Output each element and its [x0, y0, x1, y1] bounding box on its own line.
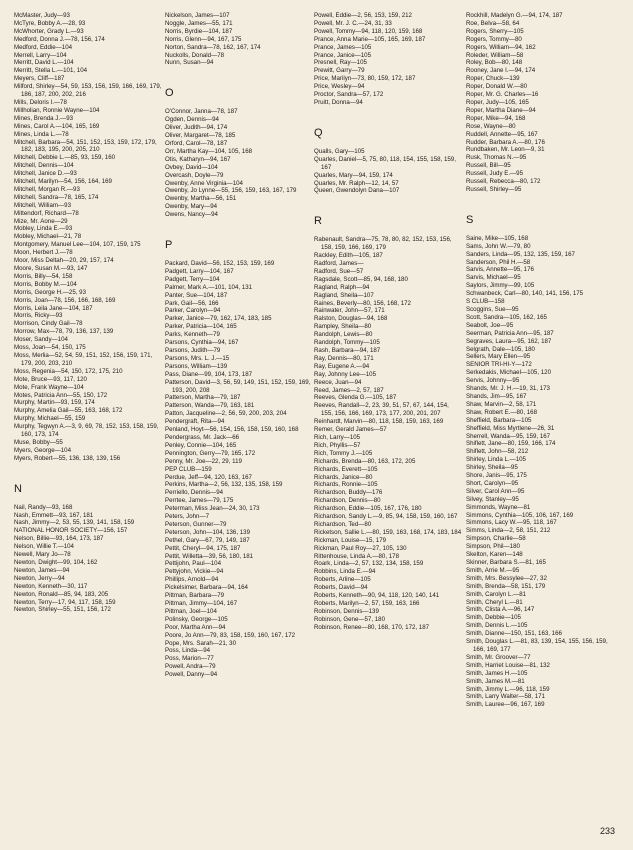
- index-entry: Poss, Linda—94: [165, 647, 211, 655]
- index-entry: Polinsky, George—105: [165, 615, 228, 623]
- index-entry: Patterson, Wanda—79, 163, 181: [165, 402, 255, 410]
- index-entry: McMaster, Judy—93: [14, 12, 70, 19]
- index-entry: Otis, Katharyn—94, 167: [165, 155, 231, 163]
- index-entry: Pettyjohn, Vickie—94: [165, 568, 224, 576]
- index-entry: Russell, Rebecca—80, 172: [466, 178, 541, 186]
- index-entry: Ray, Eugene A.—94: [314, 362, 370, 370]
- index-entry: Simmons, Lacy W.—95, 118, 167: [466, 519, 557, 527]
- index-entry: Ralston, Douglas—94, 168: [314, 315, 388, 323]
- index-entry: Morris, Leila Jane—104, 187: [14, 304, 93, 312]
- index-entry: Palmer, Mark A.—101, 104, 131: [165, 283, 253, 291]
- index-entry: Roper, Martha Diane—94: [466, 106, 536, 114]
- index-entry: Owenby, Jo Lynne—55, 156, 159, 163, 167, 179: [165, 187, 297, 195]
- index-entry: Smith, Douglas L.—81, 83, 139, 154, 155, 156, 159, 166, 169, 177: [466, 638, 608, 653]
- index-entry: Smith, Mrs. Bessylee—27, 32: [466, 574, 547, 582]
- index-entry: Orford, Carol—78, 187: [165, 139, 228, 147]
- index-entry: Ovbey, David—104: [165, 163, 218, 171]
- index-entry: Morris, Bobby M.—104: [14, 280, 77, 288]
- index-entry: Morris, Billy—54, 158: [14, 272, 73, 280]
- index-entry: Robinson, Gene—57, 180: [314, 615, 386, 623]
- index-entry: Silver, Carol Ann—95: [466, 487, 525, 495]
- index-entry: Powell, Mr. J. C.—24, 31, 33: [314, 19, 392, 27]
- index-entry: McWhorter, Grady L.—93: [14, 27, 84, 35]
- index-entry: Moor, Miss Deltah—20, 29, 157, 174: [14, 257, 114, 265]
- index-entry: Pickelsimer, Barbara—94, 164: [165, 584, 248, 592]
- index-entry: Newell, Mary Jo—78: [14, 551, 71, 559]
- index-entry: Penland, Hoyt—56, 154, 156, 158, 159, 160, 168: [165, 426, 299, 434]
- index-entry: Mills, Deloris I.—78: [14, 98, 67, 106]
- index-entry: Skelton, Karen—148: [466, 551, 523, 559]
- index-entry: Servis, Johnny—95: [466, 377, 520, 385]
- index-entry: Sanderson, Phil H.—58: [466, 258, 531, 266]
- index-entry: Murphy, Michael—55, 159: [14, 415, 86, 423]
- index-entry: Schwanbeck, Carl—80, 140, 141, 156, 175: [466, 290, 584, 298]
- index-entry: Peterson, Gunner—79: [165, 520, 227, 528]
- index-entry: Mote, Frank Wayne—104: [14, 383, 84, 391]
- index-entry: Rich, Larry—105: [314, 433, 361, 441]
- index-entry: Shore, Janis—95, 175: [466, 472, 527, 480]
- index-entry: Reece, Juan—94: [314, 378, 362, 386]
- index-entry: Penley, Connie—104, 165: [165, 441, 237, 449]
- index-entry: Pennington, Gerry—79, 165, 172: [165, 449, 256, 457]
- index-entry: Meyers, Cliff—187: [14, 75, 65, 83]
- index-entry: Pethel, Gary—67, 79, 149, 187: [165, 536, 250, 544]
- index-entry: Robbins, Linda E.—94: [314, 568, 376, 576]
- index-entry: Merrell, Larry—104: [14, 51, 67, 59]
- index-entry: Rusk, Thomas N.—95: [466, 154, 527, 162]
- index-entry: Mitchell, Debbie L.—85, 93, 159, 160: [14, 154, 116, 162]
- index-entry: Ray, Dennis—80, 171: [314, 354, 374, 362]
- index-entry: Morris, Joan—78, 156, 166, 168, 169: [14, 296, 116, 304]
- index-entry: Nelson, Billie—93, 164, 173, 187: [14, 535, 104, 543]
- index-entry: Nash, Jimmy—2, 53, 55, 139, 141, 158, 159: [14, 519, 135, 527]
- index-entry: Proctor, Sandra—57, 172: [314, 91, 384, 99]
- index-entry: Nickelson, James—107: [165, 12, 230, 19]
- index-entry: Nuckolls, Donald—78: [165, 51, 225, 59]
- index-entry: Poor, Martha Ann—94: [165, 623, 226, 631]
- index-entry: Prance, Anna Marie—105, 165, 169, 187: [314, 35, 426, 43]
- index-entry: Peters, John—7: [165, 513, 210, 521]
- index-entry: Packard, David—56, 152, 153, 159, 169: [165, 260, 275, 268]
- index-entry: Roberts, Kenneth—90, 94, 118, 120, 140, 141: [314, 592, 440, 600]
- index-entry: Overcash, Doyle—79: [165, 171, 224, 179]
- index-entry: Mitchell, William—93: [14, 201, 71, 209]
- index-entry: Simpson, Charlie—58: [466, 535, 526, 543]
- index-entry: Shaw, Robert E.—80, 168: [466, 408, 538, 416]
- index-entry: Perrtee, James—79, 175: [165, 497, 234, 505]
- index-entry: Mize, Mr. Aone—29: [14, 217, 68, 225]
- index-entry: Scott, Sandra—105, 162, 165: [466, 313, 547, 321]
- page-number: 233: [599, 826, 615, 836]
- index-entry: McTyre, Bobby A.—28, 93: [14, 19, 86, 27]
- index-entry: Phillips, Arnold—94: [165, 576, 219, 584]
- index-entry: Peterson, John—104, 136, 139: [165, 528, 251, 536]
- index-entry: Merritt, David L.—104: [14, 59, 74, 67]
- index-entry: Pope, Mrs. Sarah—21, 30: [165, 639, 236, 647]
- index-entry: Newton, Ronald—85, 94, 183, 205: [14, 590, 109, 598]
- index-entry: Sellers, Mary Ellen—95: [466, 353, 531, 361]
- index-entry: Rash, Barbara—94, 187: [314, 347, 381, 354]
- index-entry: Rabenault, Sandra—75, 78, 80, 82, 152, 153, 156, 158, 159, 166, 169, 179: [314, 236, 452, 252]
- index-entry: Reinhardt, Marvin—80, 118, 158, 159, 163, 169: [314, 418, 444, 426]
- index-entry: Smith, Harriet Louise—81, 132: [466, 661, 550, 669]
- index-entry: S CLUB—158: [466, 298, 505, 306]
- index-entry: Poss, Marion—77: [165, 655, 214, 663]
- index-entry: Ray, Johnny Lee—105: [314, 370, 377, 378]
- index-entry: Ragsdale, Scott—85, 94, 168, 180: [314, 275, 408, 283]
- index-column-1: [14, 12, 162, 614]
- index-entry: Pruitt, Donna—94: [314, 98, 363, 106]
- index-entry: Norris, Byrdie—104, 187: [165, 27, 233, 35]
- index-entry: Sheffield, Barbara—105: [466, 416, 532, 424]
- index-entry: Rudder, Barbara A.—80, 176: [466, 138, 545, 146]
- index-entry: Prance, James—105: [314, 43, 372, 51]
- index-entry: Rogers, William—94, 162: [466, 43, 536, 51]
- index-entry: Roper, Mike—94, 168: [466, 114, 526, 122]
- index-entry: Perdue, Jeff—94, 120, 163, 167: [165, 473, 252, 481]
- index-entry: Remer, Gerald James—57: [314, 426, 387, 434]
- index-entry: Myers, Robert—55, 136, 138, 139, 156: [14, 454, 121, 462]
- index-entry: Moore, Susan M.—93, 147: [14, 265, 88, 272]
- index-entry: Motes, Patricia Ann—55, 150, 172: [14, 391, 108, 399]
- index-entry: Rockhill, Madelyn G.—94, 174, 187: [466, 12, 563, 19]
- index-entry: Smith, Larry Walter—58, 171: [466, 693, 545, 701]
- index-entry: Roper, Chuck—139: [466, 75, 520, 83]
- index-entry: Parker, Patricia—104, 165: [165, 323, 237, 331]
- index-entry: Silvey, Stanley—95: [466, 495, 519, 503]
- section-letter-heading: P: [165, 239, 173, 252]
- index-entry: Mines, Brenda J.—93: [14, 114, 74, 122]
- index-entry: Shirley, Linda L.—105: [466, 456, 526, 464]
- index-entry: Randolph, Tommy—105: [314, 339, 380, 347]
- index-entry: PEP CLUB—159: [165, 465, 212, 473]
- index-entry: Richards, Brenda—80, 163, 172, 205: [314, 457, 416, 465]
- index-entry: Medford, Eddie—104: [14, 43, 73, 51]
- index-entry: Norris, Glenn—94, 167, 175: [165, 35, 242, 43]
- index-entry: Shands, Mr. J. H.—19, 31, 173: [466, 385, 550, 393]
- index-entry: Parsons, Cynthia—94, 167: [165, 339, 239, 347]
- index-entry: Seerman, Patricia Ann—95, 187: [466, 329, 554, 337]
- index-entry: Muse, Bobby—55: [14, 438, 63, 446]
- index-entry: Murphy, Amelia Gail—55, 163, 168, 172: [14, 407, 123, 415]
- index-column-3: [314, 12, 462, 632]
- index-entry: Nail, Randy—93, 168: [14, 503, 73, 511]
- index-entry: Milford, Shirley—54, 59, 153, 156, 159, 166, 169, 179, 186, 187, 200, 202, 216: [14, 83, 162, 99]
- index-entry: Morris, Ricky—93: [14, 312, 63, 320]
- index-entry: Ogden, Dennis—94: [165, 116, 219, 124]
- index-entry: Radford, James—: [314, 260, 364, 268]
- index-entry: Murphy, Martin—93, 159, 174: [14, 399, 95, 407]
- index-entry: NATIONAL HONOR SOCIETY—156, 157: [14, 527, 128, 535]
- index-entry: Parker, Janice—79, 162, 174, 183, 185: [165, 315, 272, 323]
- index-entry: Rickman, Louise—15, 179: [314, 536, 387, 544]
- index-entry: Prance, Janice—105: [314, 51, 372, 59]
- index-entry: Newton, Jerry—94: [14, 574, 65, 582]
- index-entry: Padgett, Terry—104: [165, 275, 220, 283]
- index-entry: Powell, Eddie—2, 56, 153, 159, 212: [314, 12, 412, 19]
- index-entry: Pendergraft, Rita—94: [165, 418, 225, 426]
- index-entry: Shiflett, John—58, 212: [466, 448, 529, 456]
- index-entry: Selgrath, Dale—105, 180: [466, 345, 535, 353]
- index-entry: Rickman, Paul Roy—27, 105, 130: [314, 544, 407, 552]
- index-entry: Smith, Cheryl L.—81: [466, 598, 523, 606]
- index-entry: Quarles, Daniel—5, 75, 80, 118, 154, 155, 158, 159, 167: [314, 155, 456, 171]
- index-entry: Price, Wesley—94: [314, 83, 365, 91]
- index-entry: Pittman, Barbara—79: [165, 592, 225, 600]
- section-letter-heading: Q: [314, 126, 323, 139]
- index-entry: Smith, Carolyn L.—81: [466, 590, 527, 598]
- index-entry: Park, Gail—56, 166: [165, 299, 219, 307]
- index-entry: Rackley, Edith—105, 187: [314, 252, 383, 260]
- index-entry: Shirley, Sheila—95: [466, 464, 518, 472]
- index-entry: Sams, John W.—79, 80: [466, 242, 531, 250]
- index-entry: Pittman, Joel—104: [165, 607, 217, 615]
- index-entry: Pettit, Cheryl—94, 175, 187: [165, 544, 241, 552]
- index-column-4: [466, 12, 614, 709]
- index-entry: Owenby, Anne Virginia—104: [165, 179, 243, 187]
- index-entry: Smith, James H.—105: [466, 669, 528, 677]
- index-entry: Quarles, Mary—94, 159, 174: [314, 171, 393, 179]
- index-entry: Murphy, Tegwyn A.—3, 9, 69, 78, 152, 153, 158, 159, 160, 173, 174: [14, 423, 159, 439]
- index-entry: Sherrell, Wanda—95, 159, 167: [466, 432, 551, 440]
- index-entry: Richardson, Sandy L.—9, 85, 94, 158, 159, 160, 167: [314, 513, 458, 521]
- section-letter-heading: R: [314, 215, 322, 228]
- index-entry: Millholian, Ronnie Wayne—104: [14, 106, 100, 114]
- index-entry: Smith, Arrie M.—95: [466, 566, 520, 574]
- index-entry: Sarvis, Michael—95: [466, 274, 521, 282]
- index-entry: Randolph, Lewis—80: [314, 331, 373, 339]
- index-entry: Qualls, Gary—105: [314, 147, 365, 155]
- index-entry: Shands, Jim—95, 167: [466, 392, 527, 400]
- index-entry: Roleder, William—58: [466, 51, 524, 59]
- section-letter-heading: O: [165, 87, 174, 100]
- index-entry: Rose, Wayne—80: [466, 122, 516, 130]
- index-entry: Mitchell, Morgan R.—93: [14, 185, 80, 193]
- index-entry: Roberts, Arline—105: [314, 576, 371, 584]
- index-entry: Simmonds, Wayne—81: [466, 503, 531, 511]
- index-entry: Pendergrass, Mr. Jack—66: [165, 433, 240, 441]
- index-entry: Smith, Brenda—58, 151, 179: [466, 582, 546, 590]
- index-entry: Powell, Danny—94: [165, 671, 218, 679]
- index-entry: Robinson, Dennis—139: [314, 607, 379, 615]
- index-entry: Parsons, William—139: [165, 362, 228, 370]
- index-entry: Richards, Janice—80: [314, 473, 373, 481]
- index-entry: Reeves, Glenda G.—105, 187: [314, 394, 397, 402]
- index-entry: Smith, Debbie—105: [466, 614, 521, 622]
- index-entry: Norton, Sandra—78, 162, 167, 174: [165, 43, 261, 51]
- index-entry: SENIOR TRI-HI-Y—172: [466, 361, 532, 369]
- index-entry: Roper, Donald W.—80: [466, 83, 528, 91]
- index-entry: Smith, Lauree—96, 167, 169: [466, 701, 545, 709]
- index-entry: Raines, Beverly—80, 156, 168, 172: [314, 299, 411, 307]
- index-entry: Owenby, Martha—56, 151: [165, 195, 237, 203]
- index-entry: O'Connor, Janna—78, 187: [165, 108, 238, 116]
- index-entry: Mote, Bruce—93, 117, 120: [14, 375, 87, 383]
- index-entry: Shiflett, Jane—80, 159, 166, 174: [466, 440, 556, 448]
- index-entry: Prewitt, Garry—79: [314, 67, 365, 75]
- index-entry: Ragland, Ralph—94: [314, 283, 370, 291]
- index-entry: Pass, Diane—99, 104, 173, 187: [165, 370, 253, 378]
- index-entry: Patterson, David—3, 56, 59, 149, 151, 152, 159, 169, 193, 200, 208: [165, 378, 311, 394]
- index-entry: Ricketson, Sallie L.—80, 159, 163, 168, 174, 183, 184: [314, 528, 462, 536]
- index-entry: Mitchell, Marilyn—54, 156, 164, 169: [14, 178, 112, 186]
- index-entry: Ragland, Sheila—107: [314, 291, 374, 299]
- index-entry: Newton, James—94: [14, 566, 70, 574]
- index-entry: Newton, Kenneth—30, 117: [14, 582, 88, 590]
- index-entry: Short, Carolyn—95: [466, 479, 519, 487]
- index-entry: Perriello, Dennis—94: [165, 489, 224, 497]
- index-entry: Powell, Andra—79: [165, 663, 216, 671]
- index-entry: Richardson, Eddie—105, 167, 176, 180: [314, 505, 422, 513]
- index-entry: Roper, Mr. G. Charles—16: [466, 91, 539, 99]
- index-entry: Ruddell, Annette—95, 167: [466, 130, 538, 138]
- index-entry: Myers, George—104: [14, 446, 71, 454]
- index-entry: Roberts, David—94: [314, 584, 368, 592]
- index-entry: Moss, Merlia—52, 54, 59, 151, 152, 156, 159, 171, 179, 200, 203, 210: [14, 351, 153, 367]
- index-entry: Roberts, Marilyn—2, 57, 159, 163, 166: [314, 600, 420, 607]
- index-entry: Oliver, Margaret—78, 185: [165, 132, 236, 140]
- index-entry: Noggle, James—55, 171: [165, 19, 233, 27]
- index-entry: Roley, Bob—80, 148: [466, 59, 523, 67]
- index-entry: Quarles, Mr. Ralph—12, 14, 57: [314, 179, 399, 187]
- section-letter-heading: S: [466, 213, 474, 226]
- index-entry: Simms, Linda—2, 58, 151, 212: [466, 527, 551, 535]
- index-entry: Patton, Jacqueline—2, 56, 59, 200, 203, 204: [165, 410, 287, 418]
- index-entry: Mitchell, Dennis—104: [14, 162, 74, 170]
- index-entry: Richardson, Ted—80: [314, 520, 372, 528]
- index-entry: Mittendorf, Richard—78: [14, 209, 79, 217]
- index-entry: Smith, Dianne—150, 151, 163, 166: [466, 630, 562, 638]
- index-entry: Sarvis, Annette—95, 176: [466, 266, 534, 274]
- index-entry: Queen, Gwendolyn Dana—107: [314, 187, 400, 195]
- index-entry: Medford, Donna J.—78, 156, 174: [14, 35, 105, 43]
- index-entry: Nelson, Willie T.—104: [14, 543, 74, 551]
- index-entry: Panter, Sue—104, 187: [165, 291, 228, 299]
- index-entry: Saylors, Jimmy—99, 105: [466, 282, 535, 290]
- index-entry: Skinner, Barbara S.—81, 165: [466, 559, 546, 566]
- index-entry: Moss, Joan—54, 150, 175: [14, 344, 86, 352]
- index-entry: Rittenhouse, Linda A.—80, 178: [314, 552, 400, 560]
- index-entry: Merritt, Stella L.—101, 104: [14, 67, 88, 75]
- index-entry: Parker, Carolyn—94: [165, 307, 221, 315]
- index-entry: Richardson, Buddy—176: [314, 489, 383, 497]
- index-entry: Seabolt, Joe—95: [466, 321, 514, 329]
- index-entry: Mitchell, Barbara—54, 151, 152, 153, 159, 172, 179, 182, 183, 195, 200, 205, 210: [14, 138, 157, 154]
- index-entry: Smith, Jimmy L.—96, 118, 159: [466, 685, 550, 693]
- index-entry: Nunn, Susan—94: [165, 59, 214, 67]
- index-entry: Mines, Carol A.—104, 165, 169: [14, 122, 100, 130]
- index-entry: Rampley, Sheila—80: [314, 323, 372, 331]
- index-entry: Rich, Tommy J.—105: [314, 449, 373, 457]
- index-entry: Newton, Dwight—99, 104, 162: [14, 559, 98, 566]
- index-entry: Rainwater, John—57, 171: [314, 307, 385, 315]
- index-entry: Parsons, Mrs. L. J.—15: [165, 354, 230, 362]
- index-entry: Montgomery, Manuel Lee—104, 107, 159, 175: [14, 241, 141, 249]
- index-entry: Smith, Clista A.—96, 147: [466, 606, 535, 614]
- index-entry: Roe, Belva—58, 64: [466, 19, 520, 27]
- index-entry: Rogers, Sherry—105: [466, 27, 524, 35]
- index-entry: Reeves, Randall—2, 23, 39, 51, 57, 67, 144, 154, 155, 156, 166, 169, 173, 177, 200, 201, 207: [314, 402, 449, 418]
- index-entry: Pettijohn, Paul—104: [165, 560, 221, 568]
- index-entry: Owenby, Mary—94: [165, 203, 218, 211]
- index-entry: Simmons, Cynthia—105, 106, 167, 169: [466, 511, 574, 519]
- index-entry: Owens, Nancy—94: [165, 211, 218, 219]
- index-entry: Mitchell, Janice D.—93: [14, 170, 77, 178]
- index-entry: Russell, Bill—95: [466, 162, 511, 170]
- index-entry: Richards, Ronnie—105: [314, 481, 378, 489]
- index-entry: Pittman, Jimmy—104, 167: [165, 600, 238, 607]
- index-entry: Orr, Martha Kay—104, 105, 168: [165, 147, 253, 155]
- index-entry: Sanders, Linda—95, 132, 135, 159, 167: [466, 250, 575, 258]
- index-entry: Richards, Everett—105: [314, 465, 378, 473]
- index-entry: Russell, Judy E.—95: [466, 170, 523, 178]
- index-entry: Moss, Regenia—54, 150, 172, 175, 210: [14, 367, 123, 375]
- index-entry: Newton, Terry—17, 94, 117, 158, 159: [14, 598, 116, 606]
- index-entry: Robinson, Renee—80, 168, 170, 172, 187: [314, 623, 430, 631]
- index-entry: Smith, James M.—81: [466, 677, 525, 685]
- index-entry: Smith, Mr. Groover—77: [466, 653, 531, 661]
- index-entry: Pettit, Willetta—39, 56, 180, 181: [165, 552, 254, 560]
- index-entry: Price, Marilyn—73, 80, 159, 172, 187: [314, 75, 416, 83]
- index-entry: Moon, Herbert J.—78: [14, 249, 73, 257]
- index-entry: Oliver, Judith—94, 174: [165, 124, 228, 132]
- index-entry: Simpson, Phil—180: [466, 543, 520, 551]
- index-entry: Morris, George H.—25, 93: [14, 288, 87, 296]
- index-entry: Moser, Sandy—104: [14, 336, 68, 344]
- index-entry: Presnell, Ray—105: [314, 59, 367, 67]
- index-entry: Nash, Emmett—93, 167, 181: [14, 511, 94, 519]
- index-entry: Padgett, Larry—104, 167: [165, 267, 234, 275]
- index-entry: Rooney, Jane I.—94, 174: [466, 67, 536, 75]
- index-entry: Saine, Mike—105, 168: [466, 234, 529, 242]
- index-entry: Perkins, Martha—2, 56, 132, 135, 158, 159: [165, 481, 283, 489]
- index-entry: Morrison, Cindy Gail—78: [14, 320, 83, 328]
- index-entry: Patterson, Martha—79, 187: [165, 394, 241, 402]
- index-entry: Rogers, Tommy—80: [466, 35, 522, 43]
- index-entry: Parks, Kenneth—79: [165, 331, 220, 339]
- index-entry: Serkedakis, Michael—105, 120: [466, 369, 551, 377]
- index-entry: Smith, Dennis L.—105: [466, 622, 528, 630]
- index-entry: Rundbaken, Mr. Leon—9, 31: [466, 146, 545, 154]
- index-entry: Mines, Linda L.—78: [14, 130, 69, 138]
- index-entry: Russell, Shirley—95: [466, 185, 522, 193]
- index-entry: Richardson, Dennis—80: [314, 497, 381, 505]
- index-entry: Radford, Sue—57: [314, 267, 364, 275]
- index-entry: Powell, Tommy—94, 118, 120, 159, 168: [314, 27, 423, 35]
- index-entry: Peterman, Miss Jean—24, 30, 173: [165, 505, 260, 513]
- index-entry: Parsons, Judith—79: [165, 347, 221, 354]
- index-entry: Penny, Mr. Joe—22, 29, 119: [165, 457, 242, 465]
- index-entry: Morrow, Max—78, 79, 136, 137, 139: [14, 328, 114, 336]
- index-entry: Roper, Judy—105, 165: [466, 98, 529, 106]
- index-entry: Reed, James—2, 57, 187: [314, 386, 384, 394]
- index-entry: Roark, Linda—2, 57, 132, 134, 158, 159: [314, 560, 424, 568]
- index-entry: Mobley, Linda E.—93: [14, 225, 73, 233]
- index-entry: Segraves, Laura—95, 162, 187: [466, 337, 552, 345]
- index-entry: Sheffield, Miss Myrtlene—26, 31: [466, 424, 555, 432]
- index-entry: Mobley, Michael—21, 78: [14, 233, 82, 241]
- index-entry: Rich, Phyllis—57: [314, 441, 361, 449]
- section-letter-heading: N: [14, 482, 22, 495]
- index-entry: Shaw, Marvin—2, 58, 171: [466, 400, 537, 408]
- index-entry: Poore, Jo Ann—79, 83, 158, 159, 160, 167, 172: [165, 631, 296, 639]
- index-entry: Newton, Shirley—55, 151, 156, 172: [14, 606, 111, 614]
- index-entry: Mitchell, Sandra—78, 165, 174: [14, 193, 99, 201]
- index-column-2: [165, 12, 313, 679]
- index-entry: Scoggins, Sue—95: [466, 306, 519, 313]
